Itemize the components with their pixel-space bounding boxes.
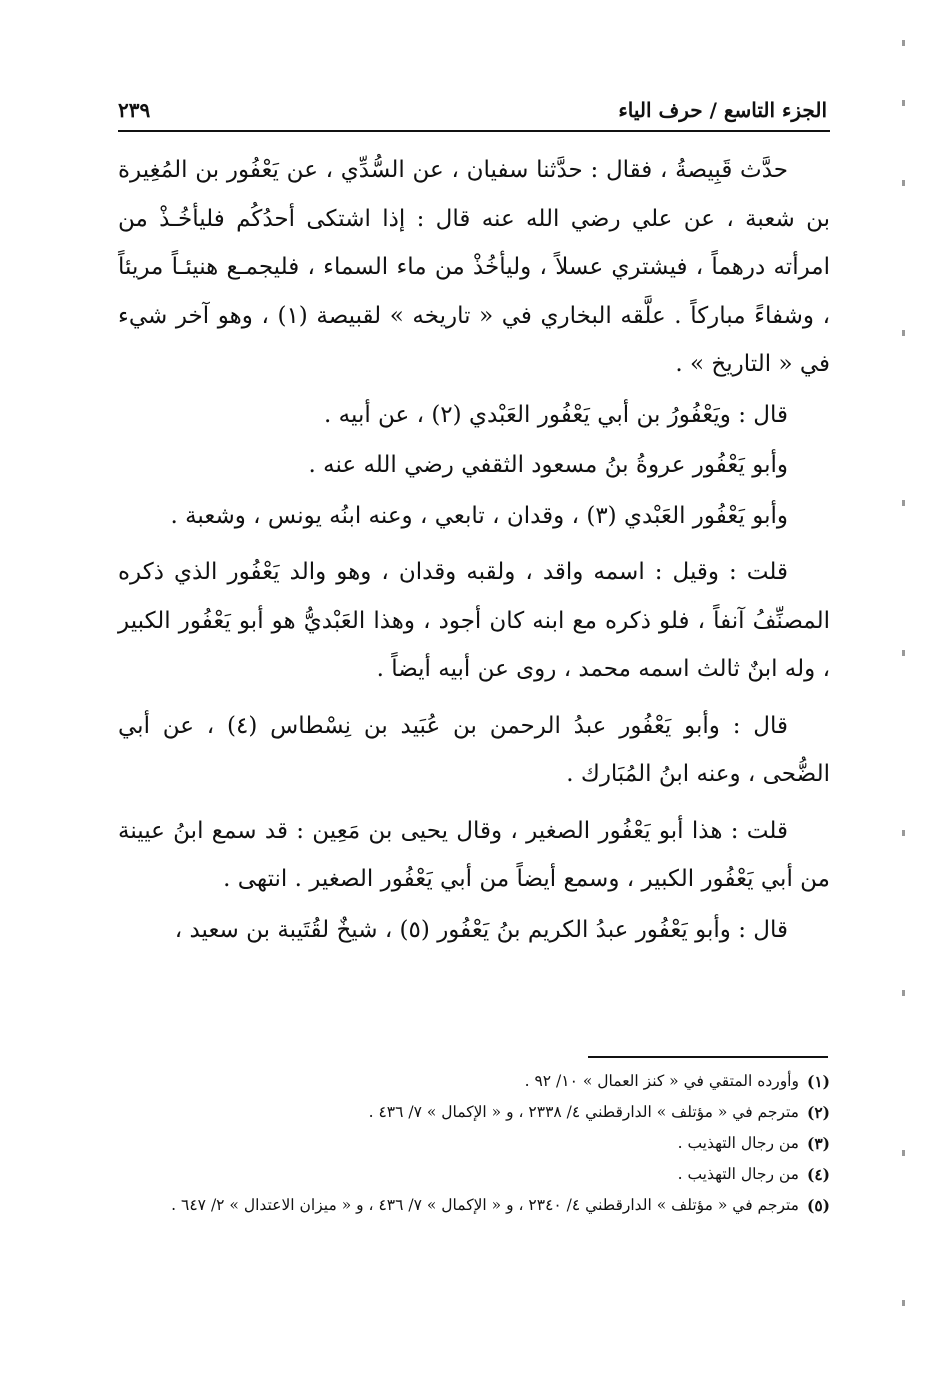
footnote-number: (٥) — [806, 1196, 830, 1215]
footnote — [118, 1066, 830, 1097]
footnote-text: مترجم في « مؤتلف » الدارقطني ٤/ ٢٣٤٠ ، و « الإكمال » ٧/ ٤٣٦ ، و « ميزان الاعتدال » ٢/ ٦٤٧ . — [171, 1196, 799, 1214]
footnote-text: من رجال التهذيب . — [677, 1134, 799, 1152]
footnote-number: (٣) — [806, 1134, 830, 1153]
paragraph: وأبو يَعْفُور عروةُ بنُ مسعود الثقفي رضي الله عنه . — [308, 452, 788, 478]
footnote-text: من رجال التهذيب . — [677, 1165, 799, 1183]
main-text — [118, 146, 830, 954]
footnote-number: (٢) — [806, 1103, 830, 1122]
paragraph: قلت : هذا أبو يَعْفُور الصغير ، وقال يحيى بن مَعِين : قد سمع ابنُ عيينة من أبي يَعْفُور الكبير ، وسمع أيضاً من أبي يَعْفُور الصغير . انتهى . — [118, 817, 830, 892]
paragraph: قلت : وقيل : اسمه واقد ، ولقبه وقدان ، وهو والد يَعْفُور الذي ذكره المصنِّفُ آنفاً ، فلو ذكره مع ابنه كان أجود ، وهذا العَبْديُّ هو أبو يَعْفُور الكبير ، وله ابنٌ ثالث اسمه محمد ، روى عن أبيه أيضاً . — [118, 559, 830, 682]
footnote-number: (٤) — [806, 1165, 830, 1184]
paragraph: حدَّث قَبِيصةُ ، فقال : حدَّثنا سفيان ، عن السُّدِّي ، عن يَعْفُور بن المُغِيرة بن شعبة ، عن علي رضي الله عنه قال : إذا اشتكى أحدُكُم فليأخُـذْ من امرأته درهماً ، فيشتري عسلاً ، وليأخُذْ من ماء السماء ، فليجمـع هنيئـاً مريئاً ، وشفاءً مباركاً . علَّقه البخاري في « تاريخه » لقبيصة (١) ، وهو آخر شيء في « التاريخ » . — [118, 157, 830, 377]
footnote — [118, 1190, 830, 1221]
paragraph: قال : وأبو يَعْفُور عبدُ الرحمن بن عُبَيد بن نِسْطاس (٤) ، عن أبي الضُّحى ، وعنه ابنُ المُبَارك . — [118, 712, 830, 787]
footnote-separator — [588, 1056, 828, 1058]
footnote — [118, 1159, 830, 1190]
paragraph: وأبو يَعْفُور العَبْدي (٣) ، وقدان ، تابعي ، وعنه ابنُه يونس ، وشعبة . — [170, 502, 788, 529]
footnotes — [118, 1066, 830, 1221]
footnote-text: وأورده المتقي في « كنز العمال » ١٠/ ٩٢ . — [524, 1072, 799, 1090]
footnote — [118, 1097, 830, 1128]
page-number: ٢٣٩ — [118, 98, 151, 122]
footnote — [118, 1128, 830, 1159]
footnote-text: مترجم في « مؤتلف » الدارقطني ٤/ ٢٣٣٨ ، و « الإكمال » ٧/ ٤٣٦ . — [368, 1103, 799, 1121]
scan-margin-marks — [902, 30, 908, 1330]
paragraph: قال : وأبو يَعْفُور عبدُ الكريم بنُ يَعْفُور (٥) ، شيخٌ لقُتَيبة بن سعيد ، — [174, 916, 788, 943]
page-header — [118, 86, 827, 122]
paragraph: قال : ويَعْفُورُ بن أبي يَعْفُور العَبْدي (٢) ، عن أبيه . — [324, 401, 788, 428]
footnote-number: (١) — [806, 1072, 830, 1091]
header-rule — [118, 130, 830, 132]
running-title: الجزء التاسع / حرف الياء — [618, 98, 827, 122]
